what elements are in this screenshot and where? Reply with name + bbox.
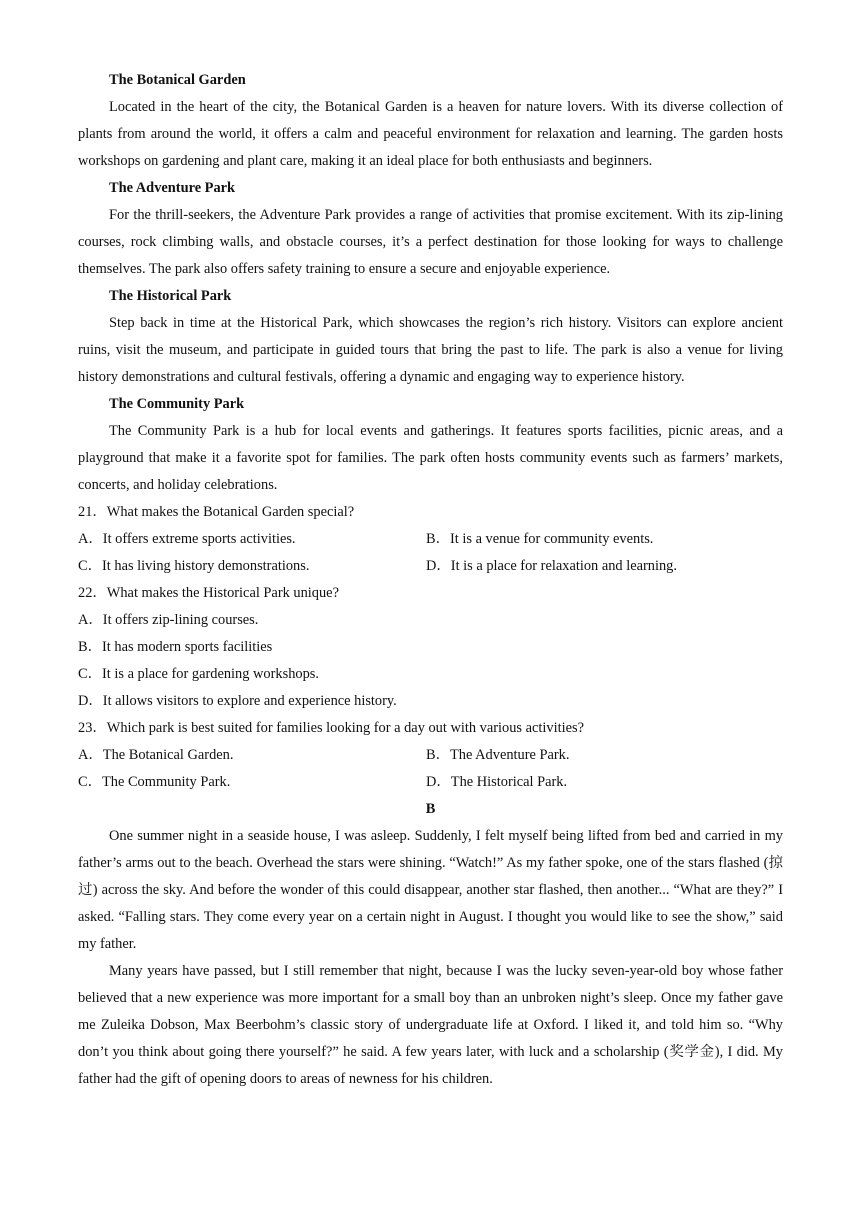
question-23-option-a[interactable]: A．The Botanical Garden. xyxy=(78,747,234,763)
passage-b-paragraph-2: Many years have passed, but I still remember that night, because I was the lucky seven-year-old boy whose father believed that a new experience was more important for a small boy than an unbroken night’s sleep. Once my father gave me Zuleika Dobson, Max Beerbohm’s classic story of undergraduate life at Oxford. I liked it, and told him so. “Why don’t you think about going there yourself?” he said. A few years later, with luck and a scholarship (奖学金), I did. My father had the gift of opening doors to areas of newness for his children. xyxy=(78,963,783,1087)
question-21-options-row-2 xyxy=(78,553,783,580)
section-text-community-park: The Community Park is a hub for local events and gatherings. It features sports facilities, picnic areas, and a playground that make it a favorite spot for families. The park often hosts community events such as farmers’ markets, concerts, and holiday celebrations. xyxy=(78,423,783,493)
question-22-option-a[interactable]: A．It offers zip-lining courses. xyxy=(78,612,259,628)
question-22-option-c[interactable]: C．It is a place for gardening workshops. xyxy=(78,666,319,682)
question-23-stem: 23．Which park is best suited for families looking for a day out with various activities? xyxy=(78,720,584,736)
section-heading-botanical-garden: The Botanical Garden xyxy=(109,72,246,88)
section-text-adventure-park: For the thrill-seekers, the Adventure Park provides a range of activities that promise excitement. With its zip-lining courses, rock climbing walls, and obstacle courses, it’s a perfect destination for those looking for ways to challenge themselves. The park also offers safety training to ensure a secure and enjoyable experience. xyxy=(78,207,783,277)
question-23-options-row-2 xyxy=(78,769,783,796)
section-text-historical-park: Step back in time at the Historical Park, which showcases the region’s rich history. Visitors can explore ancient ruins, visit the museum, and participate in guided tours that bring the past to life. The park is also a venue for living history demonstrations and cultural festivals, offering a dynamic and engaging way to experience history. xyxy=(78,315,783,385)
section-heading-historical-park: The Historical Park xyxy=(109,288,232,304)
passage-b-label: B xyxy=(425,801,436,817)
question-21-options-row-1 xyxy=(78,526,783,553)
question-21-option-c[interactable]: C．It has living history demonstrations. xyxy=(78,558,310,574)
question-23-options-row-1 xyxy=(78,742,783,769)
document-content xyxy=(78,67,783,1093)
question-23-option-c[interactable]: C．The Community Park. xyxy=(78,774,231,790)
question-21-option-d[interactable]: D．It is a place for relaxation and learning. xyxy=(426,558,677,574)
question-22-option-b[interactable]: B．It has modern sports facilities xyxy=(78,639,273,655)
section-heading-community-park: The Community Park xyxy=(109,396,245,412)
question-22-option-d[interactable]: D．It allows visitors to explore and experience history. xyxy=(78,693,397,709)
question-21-option-a[interactable]: A．It offers extreme sports activities. xyxy=(78,531,296,547)
question-23-option-b[interactable]: B．The Adventure Park. xyxy=(426,747,570,763)
question-21-option-b[interactable]: B．It is a venue for community events. xyxy=(426,531,654,547)
question-23-option-d[interactable]: D．The Historical Park. xyxy=(426,774,568,790)
passage-b-paragraph-1: One summer night in a seaside house, I was asleep. Suddenly, I felt myself being lifted from bed and carried in my father’s arms out to the beach. Overhead the stars were shining. “Watch!” As my father spoke, one of the stars flashed (掠过) across the sky. And before the wonder of this could disappear, another star flashed, then another... “What are they?” I asked. “Falling stars. They come every year on a certain night in August. I thought you would like to see the show,” said my father. xyxy=(78,828,783,952)
question-21-stem: 21．What makes the Botanical Garden special? xyxy=(78,504,355,520)
section-text-botanical-garden: Located in the heart of the city, the Botanical Garden is a heaven for nature lovers. With its diverse collection of plants from around the world, it offers a calm and peaceful environment for relaxation and learning. The garden hosts workshops on gardening and plant care, making it an ideal place for both enthusiasts and beginners. xyxy=(78,99,783,169)
section-heading-adventure-park: The Adventure Park xyxy=(109,180,236,196)
question-22-stem: 22．What makes the Historical Park unique? xyxy=(78,585,339,601)
